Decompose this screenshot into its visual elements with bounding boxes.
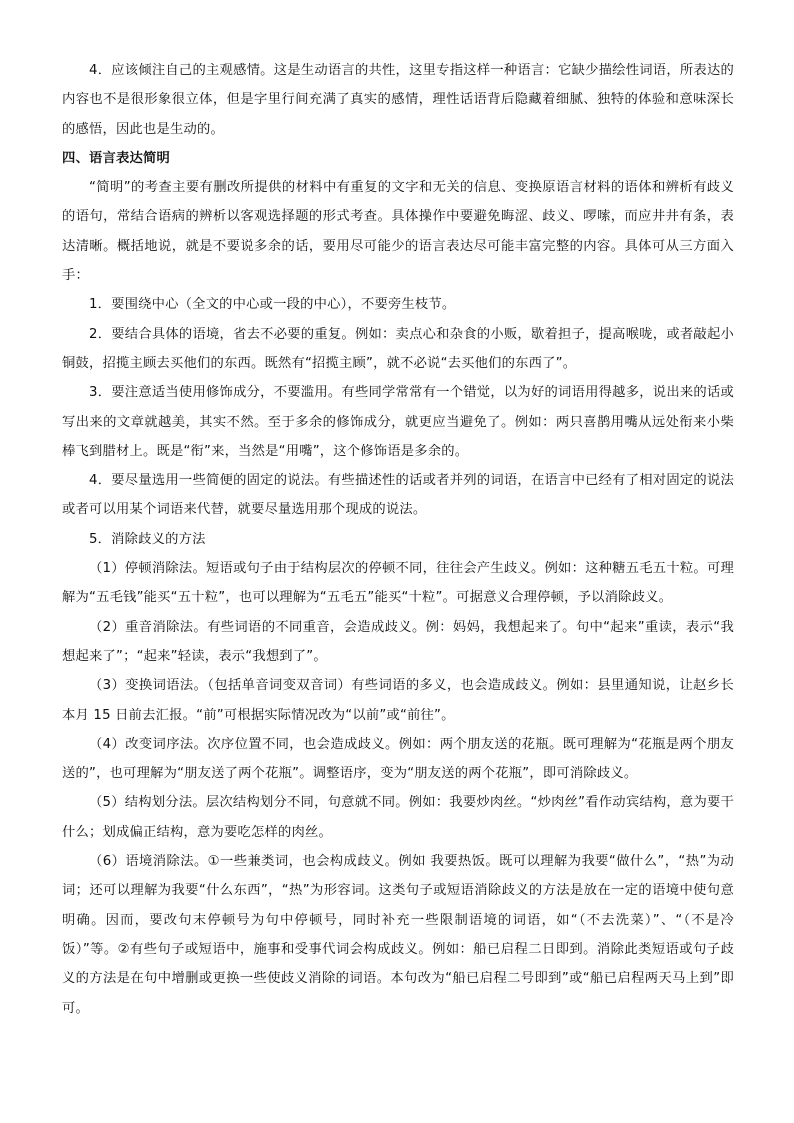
point-paragraph-1: 1．要围绕中心（全文的中心或一段的中心），不要旁生枝节。 xyxy=(89,297,456,313)
point-paragraph-3: 3．要注意适当使用修饰成分，不要滥用。有些同学常常有一个错觉，以为好的词语用得越多，说出来的话或写出来的文章就越美，其实不然。至于多余的修饰成分，就更应当避免了。例如：两只喜鹊用嘴从远处衔来小柴棒飞到腊材上。既是“衔”来，当然是“用嘴”，这个修饰语是多余的。 xyxy=(62,385,734,459)
section-heading: 四、语言表达简明 xyxy=(62,150,170,166)
method-paragraph-6: （6）语境消除法。①一些兼类词，也会构成歧义。例如 我要热饭。既可以理解为我要“做什么”，“热”为动词；还可以理解为我要“什么东西”，“热”为形容词。这类句子或短语消除歧义的方法是放在一定的语境中使句意明确。因而，要改句末停顿号为句中停顿号，同时补充一些限制语境的词语，如“（不去洗菜）”、“（不是冷饭）”等。②有些句子或短语中，施事和受事代词会构成歧义。例如：船已启程二日即到。消除此类短语或句子歧义的方法是在句中增删或更换一些使歧义消除的词语。本句改为“船已启程二号即到”或“船已启程两天马上到”即可。 xyxy=(62,854,734,1016)
method-paragraph-1: （1）停顿消除法。短语或句子由于结构层次的停顿不同，往往会产生歧义。例如：这种糖五毛五十粒。可理解为“五毛钱”能买“五十粒”，也可以理解为“五毛五”能买“十粒”。可据意义合理停顿，予以消除歧义。 xyxy=(62,561,734,606)
point-paragraph-4: 4．要尽量选用一些简便的固定的说法。有些描述性的话或者并列的词语，在语言中已经有了相对固定的说法或者可以用某个词语来代替，就要尽量选用那个现成的说法。 xyxy=(62,473,734,518)
section-intro-paragraph: “简明”的考查主要有删改所提供的材料中有重复的文字和无关的信息、变换原语言材料的语体和辨析有歧义的语句，常结合语病的辨析以客观选择题的形式考查。具体操作中要避免晦涩、歧义、啰嗦，而应井井有条，表达清晰。概括地说，就是不要说多余的话，要用尽可能少的语言表达尽可能丰富完整的内容。具体可从三方面入手： xyxy=(62,180,734,284)
method-paragraph-4: （4）改变词序法。次序位置不同，也会造成歧义。例如：两个朋友送的花瓶。既可理解为“花瓶是两个朋友送的”，也可理解为“朋友送了两个花瓶”。调整语序，变为“朋友送的两个花瓶”，即可消除歧义。 xyxy=(62,736,734,782)
point-paragraph-2: 2．要结合具体的语境，省去不必要的重复。例如：卖点心和杂食的小贩，歇着担子，提高喉咙，或者敲起小铜鼓，招揽主顾去买他们的东西。既然有“招揽主顾”，就不必说“去买他们的东西了”。 xyxy=(62,326,734,371)
method-paragraph-2: （2）重音消除法。有些词语的不同重音，会造成歧义。例：妈妈，我想起来了。句中“起来”重读，表示“我想起来了”；“起来”轻读，表示“我想到了”。 xyxy=(62,619,734,664)
method-paragraph-3: （3）变换词语法。（包括单音词变双音词）有些词语的多义，也会造成歧义。例如：县里通知说，让赵乡长本月 15 日前去汇报。“前”可根据实际情况改为“以前”或“前往”。 xyxy=(62,678,734,723)
document-page xyxy=(62,56,734,1023)
intro-paragraph: 4．应该倾注自己的主观感情。这是生动语言的共性，这里专指这样一种语言：它缺少描绘性词语，所表达的内容也不是很形象很立体，但是字里行间充满了真实的感情，理性话语背后隐藏着细腻、独特的体验和意味深长的感悟，因此也是生动的。 xyxy=(62,63,734,137)
method-paragraph-5: （5）结构划分法。层次结构划分不同，句意就不同。例如：我要炒肉丝。“炒肉丝”看作动宾结构，意为要干什么；划成偏正结构，意为要吃怎样的肉丝。 xyxy=(62,795,734,840)
point-paragraph-5: 5．消除歧义的方法 xyxy=(89,531,206,547)
